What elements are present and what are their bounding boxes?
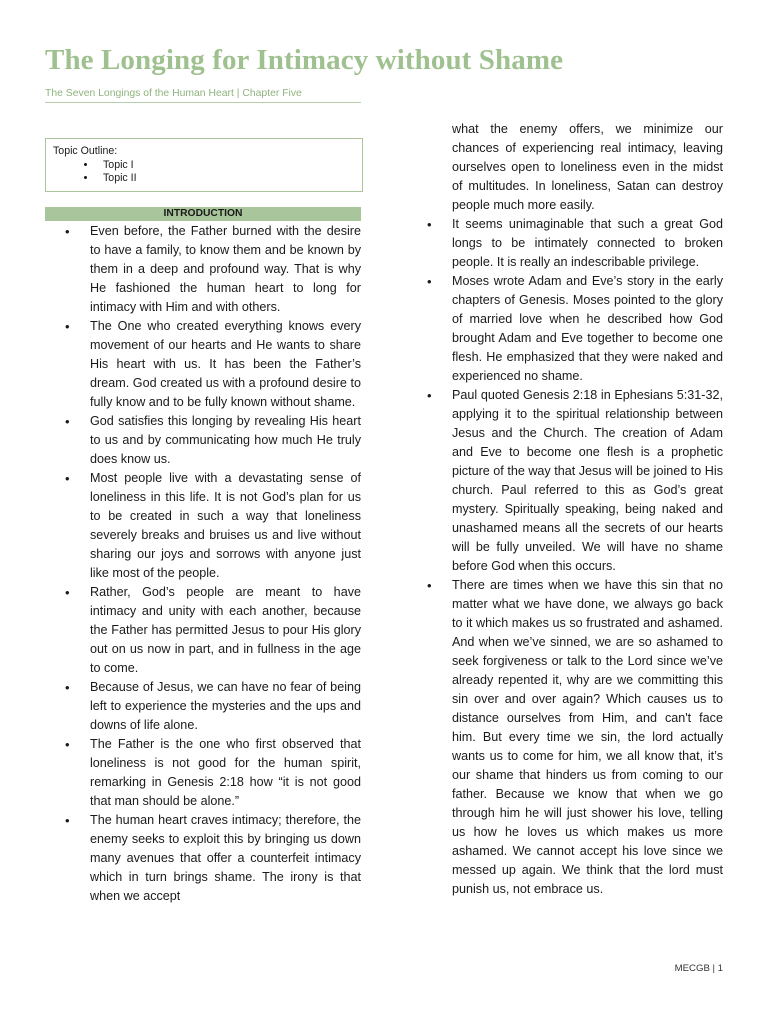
bullet-paragraph: • Most people live with a devastating sense of loneliness in this life. It is not God’s plan for us to be created in such a way that loneliness severely breaks and bruises us and live without sharing our joys and sorrows with anyone just like most of the people. [45, 469, 361, 583]
topic-outline-list [53, 159, 355, 186]
bullet-paragraph: • The Father is the one who first observed that loneliness is not good for the human spirit, remarking in Genesis 2:18 how “it is not good that man should be alone.” [45, 735, 361, 811]
bullet-paragraph: • Moses wrote Adam and Eve’s story in the early chapters of Genesis. Moses pointed to the glory of married love when he described how God brought Adam and Eve together to become one flesh. He emphasized that they were naked and experienced no shame. [407, 272, 723, 386]
bullet-paragraph: • Because of Jesus, we can have no fear of being left to experience the mysteries and the ups and downs of life alone. [45, 678, 361, 735]
bullet-paragraph: • It seems unimaginable that such a great God longs to be intimately connected to broken people. It is really an indescribable privilege. [407, 215, 723, 272]
bullet-paragraph: • God satisfies this longing by revealing His heart to us and by communicating how much He truly does know us. [45, 412, 361, 469]
topic-outline-label: Topic Outline: [53, 145, 118, 157]
topic-outline-item: • Topic II [97, 172, 355, 186]
left-column [45, 222, 361, 906]
document-subtitle: The Seven Longings of the Human Heart | Chapter Five [45, 88, 361, 103]
bullet-paragraph: • The One who created everything knows every movement of our hearts and He wants to share His heart with us. It has been the Father’s dream. God created us with a profound desire to fully know and to be fully known without shame. [45, 317, 361, 412]
page-footer: MECGB | 1 [674, 963, 723, 974]
bullet-paragraph: • Rather, God’s people are meant to have intimacy and unity with each another, because the Father has permitted Jesus to pour His glory out on us now in part, and in fullness in the age to come. [45, 583, 361, 678]
bullet-paragraph: • Paul quoted Genesis 2:18 in Ephesians 5:31-32, applying it to the spiritual relationship between Jesus and the Church. The creation of Adam and Eve to become one flesh is a prophetic picture of the way that Jesus will be joined to His church. Paul referred to this as God’s great mystery. Spiritually speaking, being naked and unashamed means all the secrets of our hearts will be fully unveiled. We will have no shame before God when this occurs. [407, 386, 723, 576]
bullet-paragraph-continuation: what the enemy offers, we minimize our chances of experiencing real intimacy, leaving ourselves open to loneliness even in the midst of multitudes. In loneliness, Satan can destroy people much more easily. [452, 122, 723, 212]
topic-outline-item: • Topic I [97, 159, 355, 173]
topic-outline-box [45, 138, 363, 192]
bullet-paragraph: • The human heart craves intimacy; therefore, the enemy seeks to exploit this by bringing us down many avenues that offer a counterfeit intimacy which in turn brings shame. The irony is that when we accept [45, 811, 361, 906]
bullet-paragraph: • Even before, the Father burned with the desire to have a family, to know them and be known by them in a deep and profound way. That is why He fashioned the human heart to long for intimacy with Him and with others. [45, 222, 361, 317]
right-column [407, 120, 723, 899]
section-heading-introduction: INTRODUCTION [45, 207, 361, 221]
document-title: The Longing for Intimacy without Shame [45, 44, 564, 76]
bullet-paragraph: • There are times when we have this sin that no matter what we have done, we always go back to it which makes us so frustrated and ashamed. And when we’ve sinned, we are so ashamed to seek forgiveness or talk to the Lord since we’ve already repented it, why are we committing this sin over and over again? Which causes us to distance ourselves from Him, and can't face him. But every time we sin, the lord actually wants us to come for him, we all know that, it’s our shame that hinders us from coming to our father. Because we know that when we go through him he will just shower his love, telling us how he loves us which makes us more ashamed. We cannot accept his love since we messed up again. We think that the lord must punish us, not embrace us. [407, 576, 723, 899]
